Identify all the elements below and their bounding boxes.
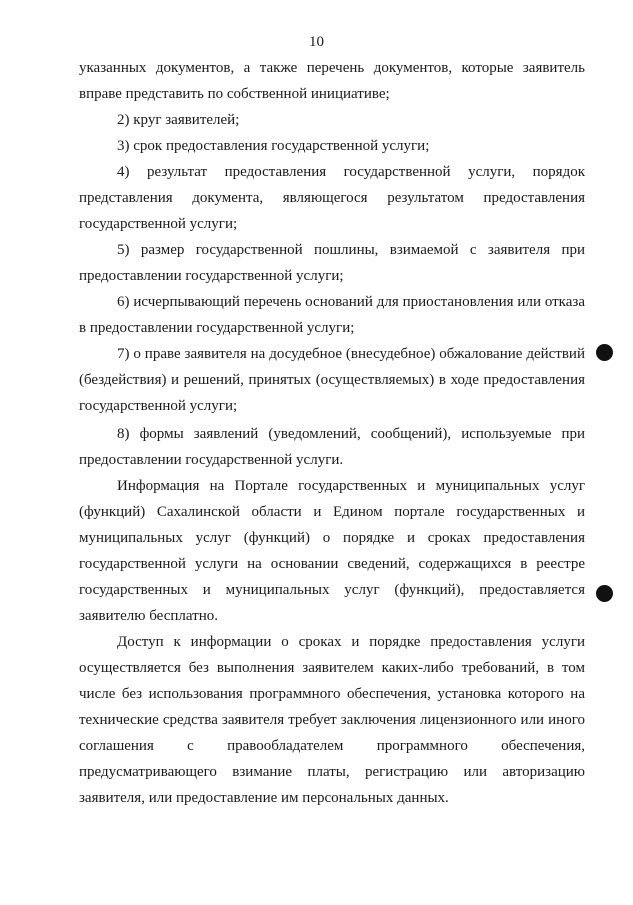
text-line: 3) срок предоставления государственной услуги; <box>117 138 430 154</box>
text-line: государственной услуги; <box>79 398 238 414</box>
text-line: 2) круг заявителей; <box>117 112 240 128</box>
text-line: Информация на Портале государственных и муниципальных услуг <box>117 478 585 494</box>
punch-hole-mark <box>596 585 613 602</box>
text-line: 5) размер государственной пошлины, взимаемой с заявителя при <box>117 242 585 258</box>
text-line: 7) о праве заявителя на досудебное (внесудебное) обжалование действий <box>117 346 585 362</box>
text-line: 4) результат предоставления государственной услуги, порядок <box>117 164 585 180</box>
text-line: технические средства заявителя требует заключения лицензионного или иного <box>79 712 585 728</box>
text-line: (функций) Сахалинской области и Едином портале государственных и <box>79 504 585 520</box>
text-line: Доступ к информации о сроках и порядке предоставления услуги <box>117 634 585 650</box>
text-line: 6) исчерпывающий перечень оснований для приостановления или отказа <box>117 294 585 310</box>
text-line: государственных и муниципальных услуг (функций), предоставляется <box>79 582 585 598</box>
page-number: 10 <box>309 34 324 50</box>
text-line: осуществляется без выполнения заявителем каких-либо требований, в том <box>79 660 585 676</box>
text-line: числе без использования программного обеспечения, установка которого на <box>79 686 585 702</box>
text-line: предоставлении государственной услуги; <box>79 268 344 284</box>
text-line: заявителя, или предоставление им персональных данных. <box>79 790 449 806</box>
text-line: указанных документов, а также перечень документов, которые заявитель <box>79 60 585 76</box>
text-line: государственной услуги на основании сведений, содержащихся в реестре <box>79 556 585 572</box>
text-line: соглашения с правообладателем программного обеспечения, <box>79 738 585 754</box>
text-line: в предоставлении государственной услуги; <box>79 320 355 336</box>
text-line: предоставлении государственной услуги. <box>79 452 344 468</box>
text-line: муниципальных услуг (функций) о порядке и сроках предоставления <box>79 530 585 546</box>
text-line: государственной услуги; <box>79 216 238 232</box>
text-line: предусматривающего взимание платы, регистрацию или авторизацию <box>79 764 585 780</box>
text-line: представления документа, являющегося результатом предоставления <box>79 190 585 206</box>
text-line: (бездействия) и решений, принятых (осуществляемых) в ходе предоставления <box>79 372 585 388</box>
text-line: 8) формы заявлений (уведомлений, сообщений), используемые при <box>117 426 585 442</box>
text-line: вправе представить по собственной инициативе; <box>79 86 390 102</box>
punch-hole-mark <box>596 344 613 361</box>
text-line: заявителю бесплатно. <box>79 608 218 624</box>
